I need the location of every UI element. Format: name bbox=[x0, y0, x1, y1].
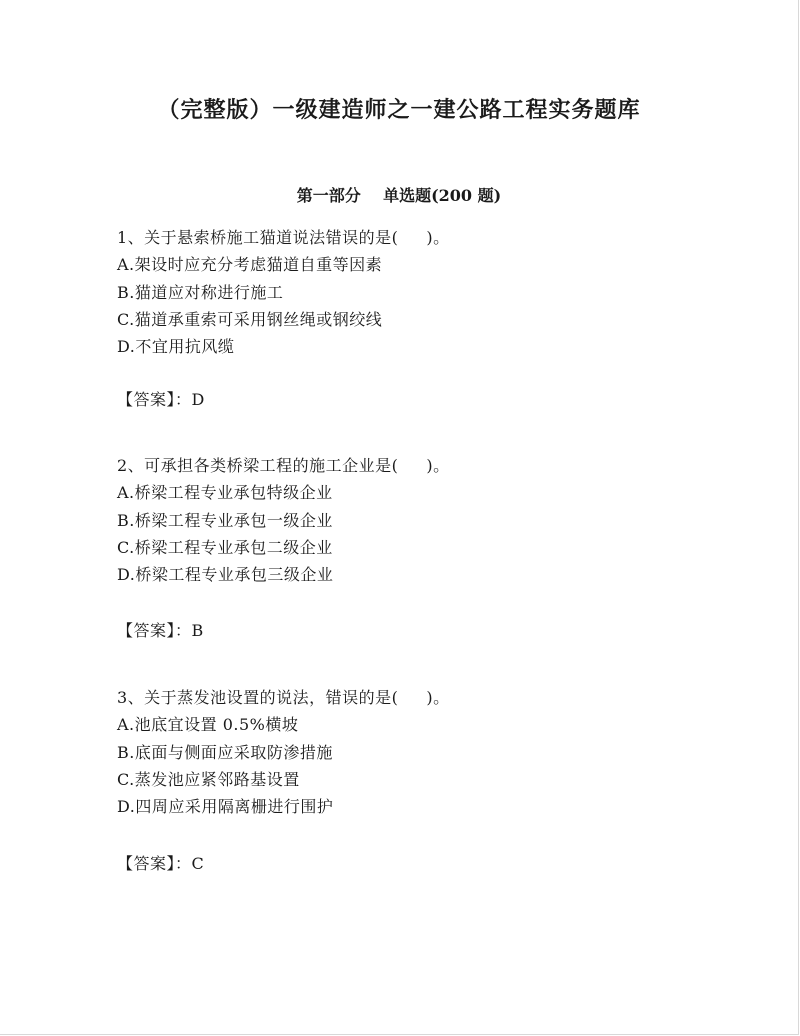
question-stem: 2、可承担各类桥梁工程的施工企业是( )。 bbox=[117, 456, 450, 475]
answer-3: 【答案】：C bbox=[117, 854, 205, 873]
option-c: C.蒸发池应紧邻路基设置 bbox=[117, 769, 300, 789]
document-title: （完整版）一级建造师之一建公路工程实务题库 bbox=[157, 97, 641, 123]
question-1 bbox=[117, 224, 737, 360]
option-a: A.桥梁工程专业承包特级企业 bbox=[117, 483, 333, 503]
option-d: D.不宜用抗风缆 bbox=[117, 337, 235, 357]
question-stem: 3、关于蒸发池设置的说法，错误的是( )。 bbox=[117, 688, 450, 707]
question-stem: 1、关于悬索桥施工猫道说法错误的是( )。 bbox=[117, 228, 450, 247]
option-b: B.底面与侧面应采取防渗措施 bbox=[117, 742, 333, 762]
option-d: D.四周应采用隔离栅进行围护 bbox=[117, 797, 334, 817]
question-3 bbox=[117, 684, 737, 820]
option-a: A.池底宜设置 0.5%横坡 bbox=[117, 715, 299, 735]
answer-2: 【答案】：B bbox=[117, 621, 204, 640]
option-c: C.桥梁工程专业承包二级企业 bbox=[117, 537, 333, 557]
section-title: 第一部分 单选题(200 题) bbox=[296, 186, 502, 205]
answer-1: 【答案】：D bbox=[117, 390, 205, 409]
option-b: B.猫道应对称进行施工 bbox=[117, 282, 284, 302]
option-b: B.桥梁工程专业承包一级企业 bbox=[117, 510, 333, 530]
option-d: D.桥梁工程专业承包三级企业 bbox=[117, 565, 334, 585]
option-c: C.猫道承重索可采用钢丝绳或钢绞线 bbox=[117, 309, 383, 329]
question-2 bbox=[117, 452, 737, 588]
option-a: A.架设时应充分考虑猫道自重等因素 bbox=[117, 255, 383, 275]
